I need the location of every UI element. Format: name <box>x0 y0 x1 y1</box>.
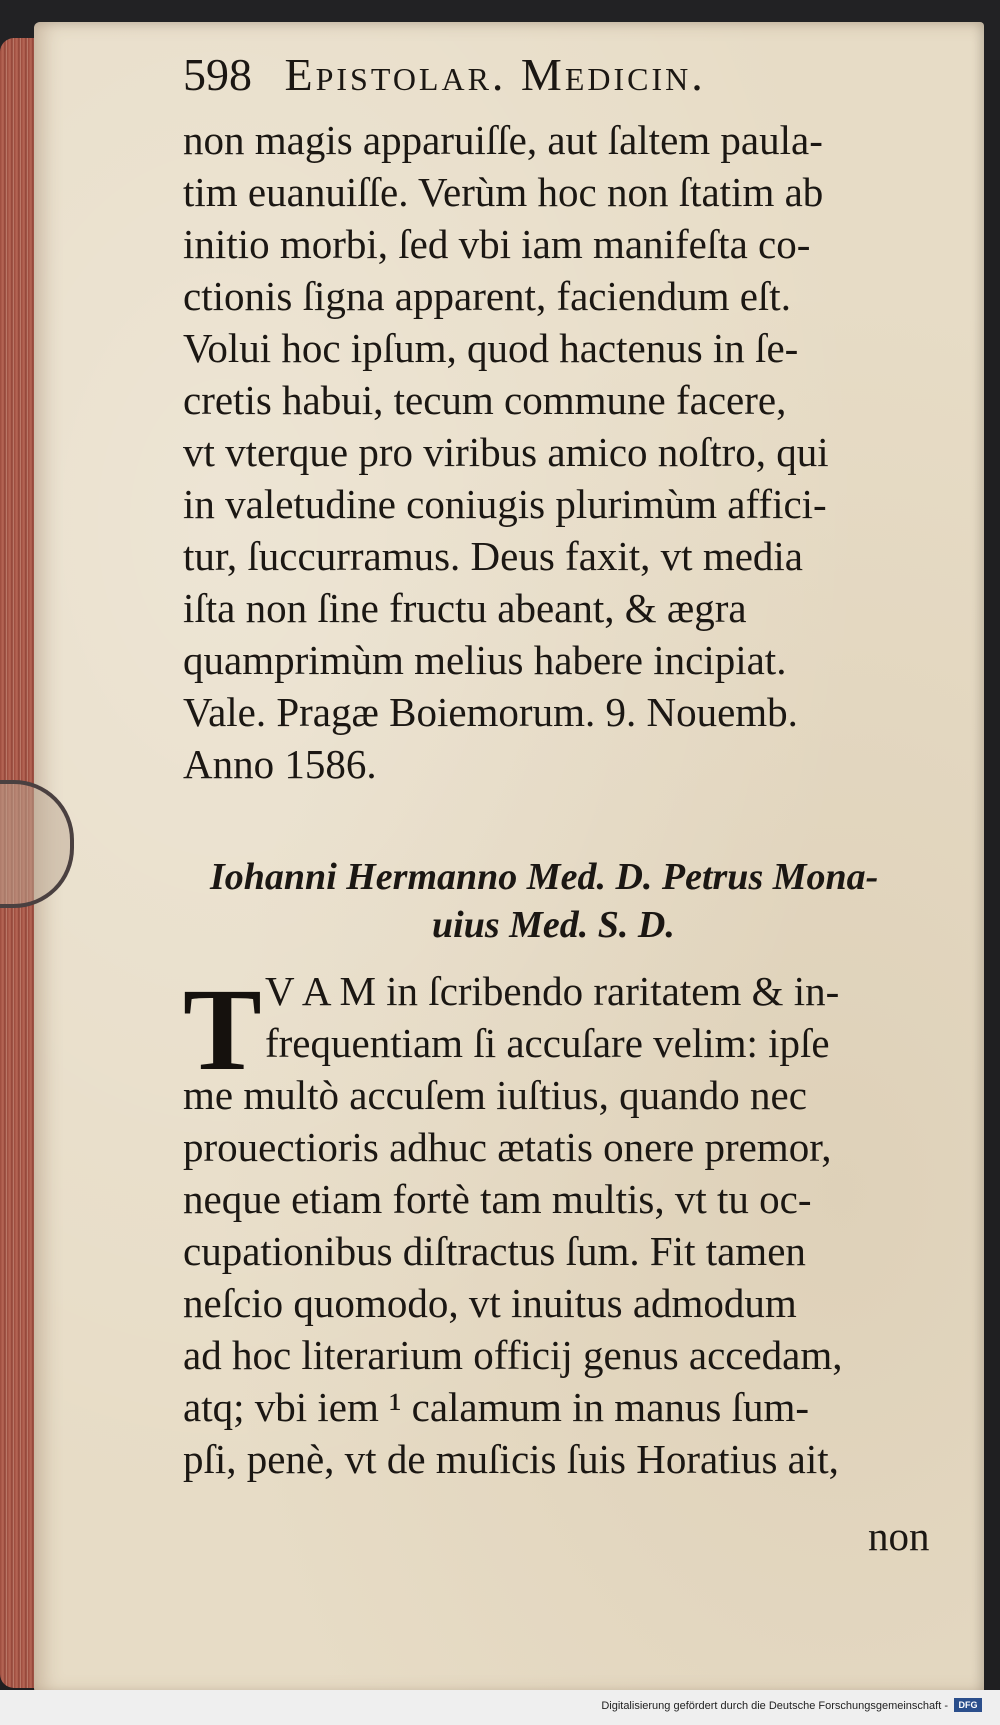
running-title: Epistolar. Medicin. <box>284 49 706 100</box>
letter-one-line: Volui hoc ipſum, quod hactenus in ſe- <box>183 325 799 371</box>
letter-two-line: me multò accuſem iuſtius, quando nec <box>183 1072 807 1118</box>
letter-two-line: V A M in ſcribendo raritatem & in- <box>265 968 840 1014</box>
dfg-logo-icon: DFG <box>954 1698 982 1712</box>
digitization-credit: Digitalisierung gefördert durch die Deutsche Forschungsgemeinschaft - <box>601 1700 948 1712</box>
running-head <box>183 48 706 101</box>
letter-two-line: prouectioris adhuc ætatis onere premor, <box>183 1124 832 1170</box>
page-number: 598 <box>183 49 252 100</box>
letter-two-line: ad hoc literarium officij genus accedam, <box>183 1332 843 1378</box>
letter-one-line: Vale. Pragæ Boiemorum. 9. Nouemb. <box>183 689 798 735</box>
letter-two-line: atq; vbi iem ¹ calamum in manus ſum- <box>183 1384 810 1430</box>
letter-one-line: non magis apparuiſſe, aut ſaltem paula- <box>183 117 823 163</box>
letter-one-line: ctionis ſigna apparent, faciendum eſt. <box>183 273 791 319</box>
letter-two-line: neque etiam fortè tam multis, vt tu oc- <box>183 1176 812 1222</box>
letter-heading: uius Med. S. D. <box>432 904 675 946</box>
letter-heading: Iohanni Hermanno Med. D. Petrus Mona- <box>210 856 879 898</box>
letter-one-line: iſta non ſine fructu abeant, & ægra <box>183 585 747 631</box>
letter-one-line: tur, ſuccurramus. Deus faxit, vt media <box>183 533 804 579</box>
letter-one-line: initio morbi, ſed vbi iam manifeſta co- <box>183 221 811 267</box>
catchword: non <box>868 1513 930 1559</box>
letter-two-line: neſcio quomodo, vt inuitus admodum <box>183 1280 797 1326</box>
letter-two-line: frequentiam ſi accuſare velim: ipſe <box>265 1020 830 1066</box>
letter-two-line: pſi, penè, vt de muſicis ſuis Horatius ait, <box>183 1436 839 1482</box>
letter-one-line: tim euanuiſſe. Verùm hoc non ſtatim ab <box>183 169 824 215</box>
letter-one-line: cretis habui, tecum commune facere, <box>183 377 787 423</box>
letter-one-line: quamprimùm melius habere incipiat. <box>183 637 787 683</box>
letter-one-line: in valetudine coniugis plurimùm affici- <box>183 481 827 527</box>
letter-two-line: cupationibus diſtractus ſum. Fit tamen <box>183 1228 806 1274</box>
letter-one-line: vt vterque pro viribus amico noſtro, qui <box>183 429 829 475</box>
letter-one-line: Anno 1586. <box>183 741 377 787</box>
drop-cap: T <box>183 964 262 1095</box>
